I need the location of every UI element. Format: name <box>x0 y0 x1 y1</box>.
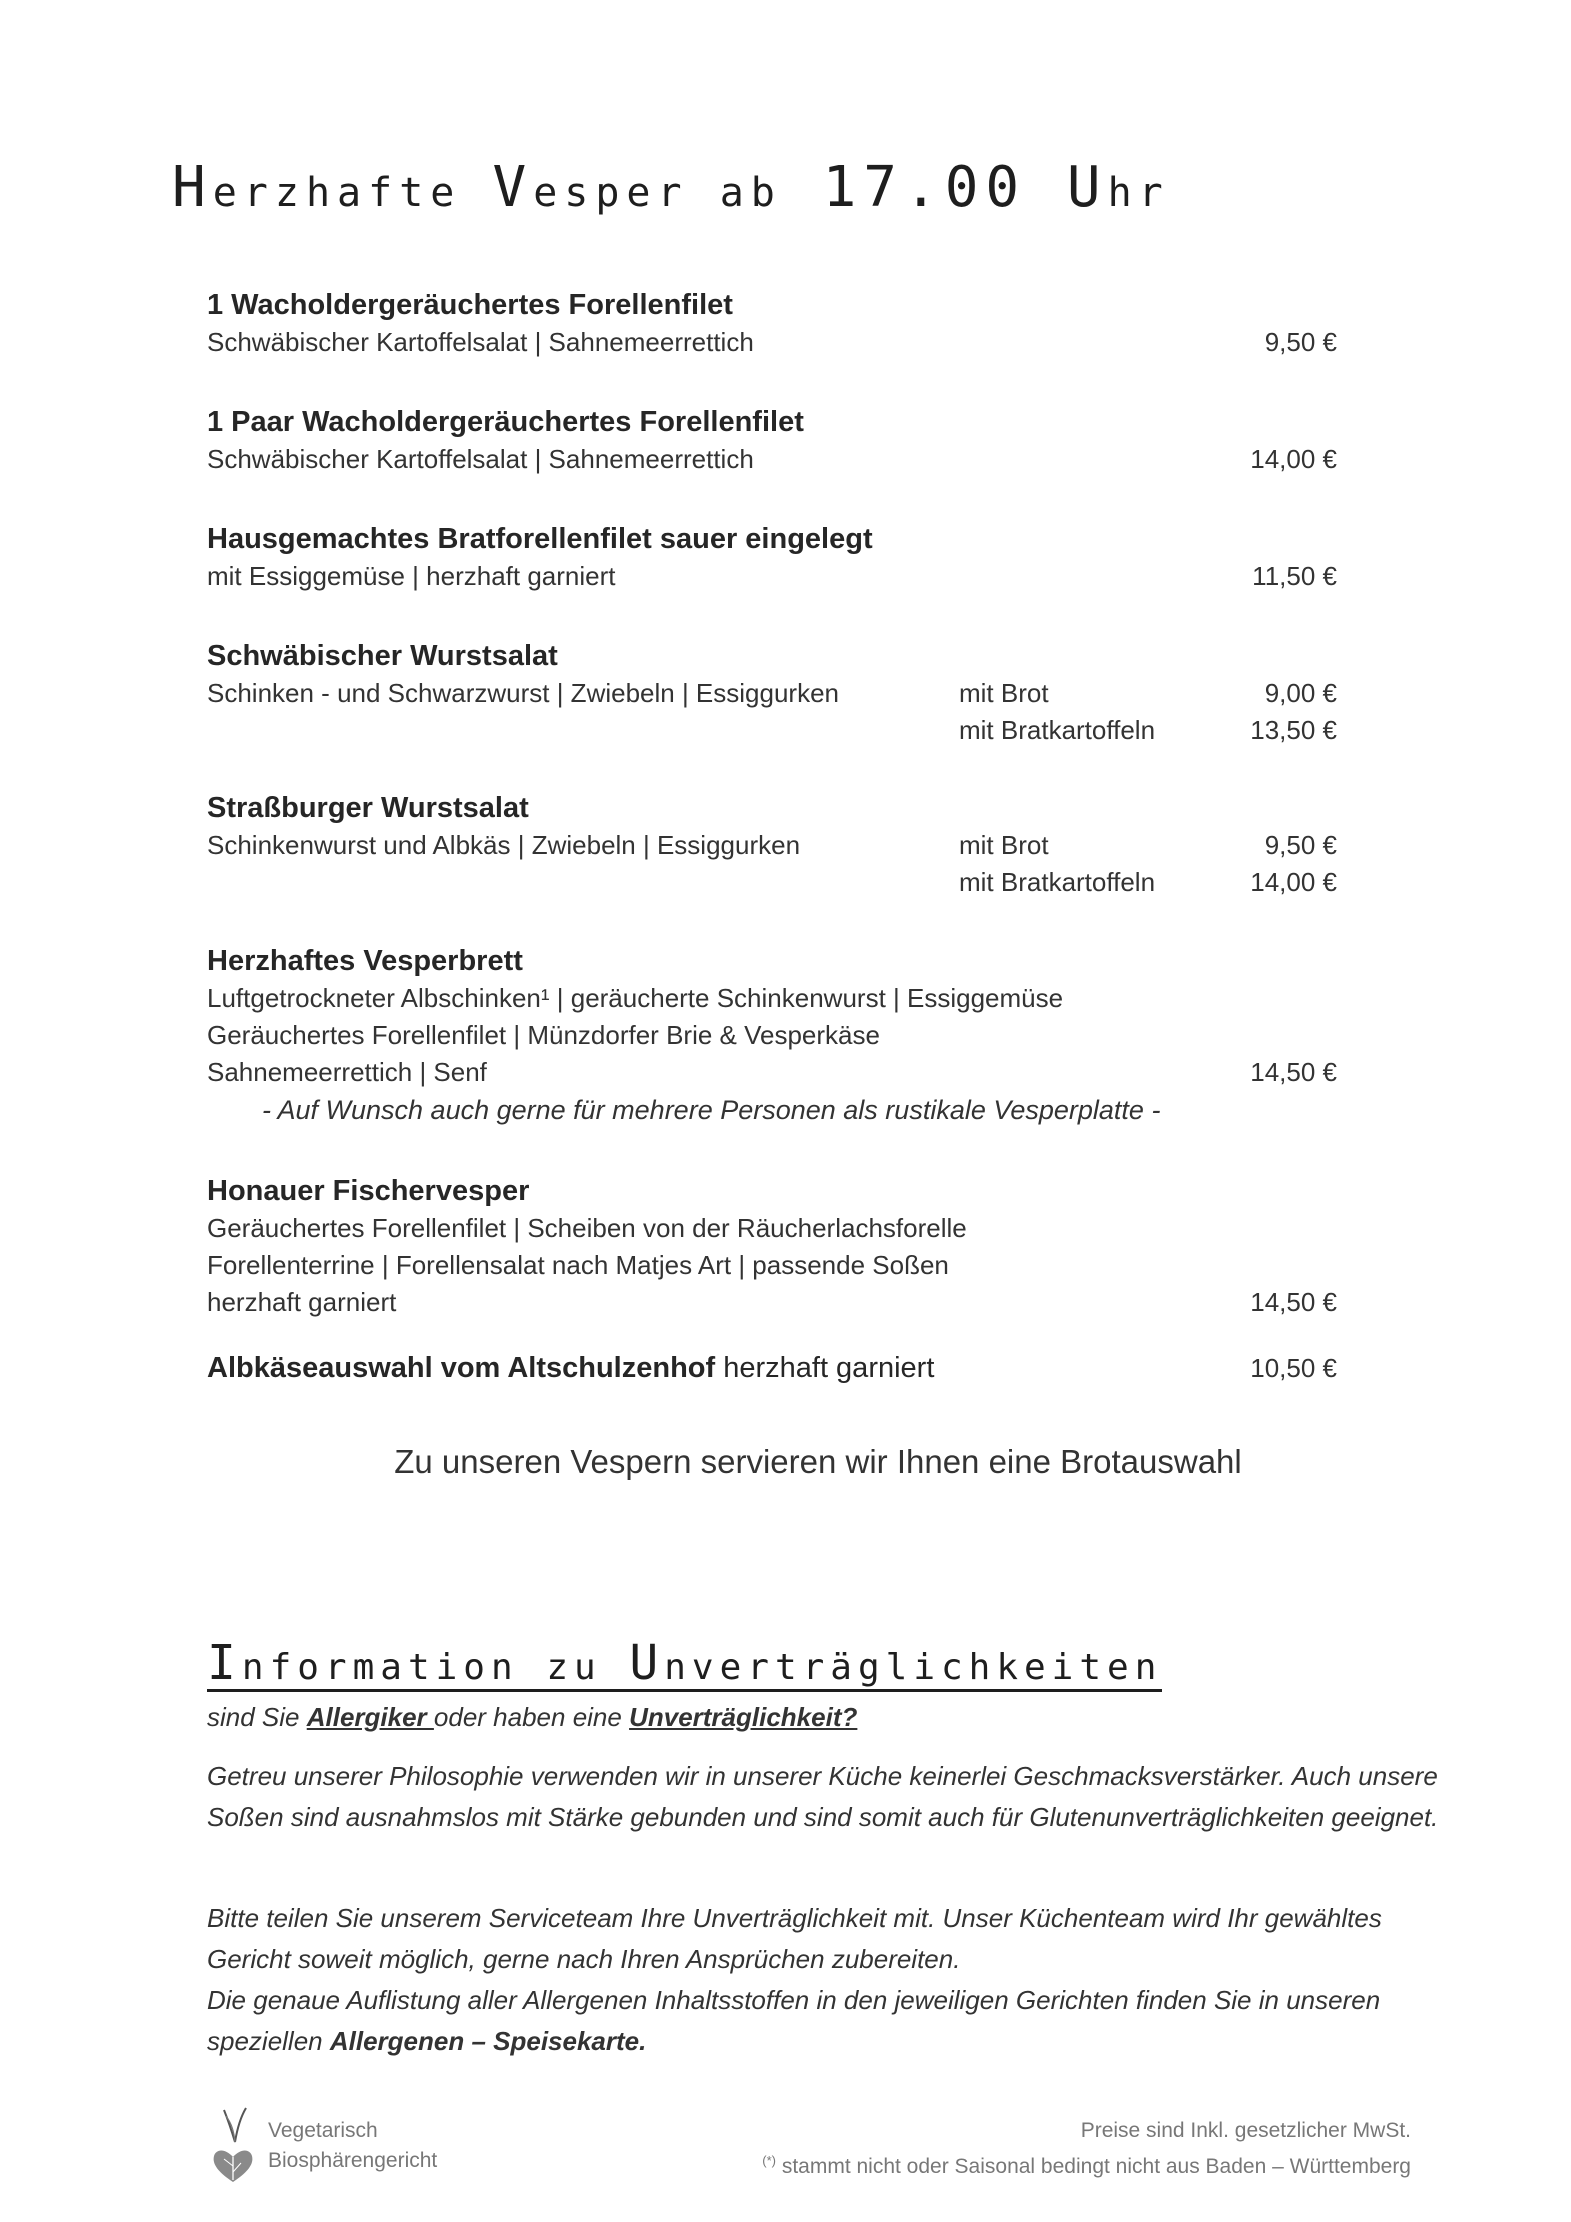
item-price: 9,50 € <box>1264 327 1337 357</box>
item-option: mit Bratkartoffeln <box>959 715 1156 745</box>
menu-item <box>207 520 1337 595</box>
info-paragraph-philosophy: Getreu unserer Philosophie verwenden wir in unserer Küche keinerlei Geschmacksverstärker. Auch unsere Soßen sind ausnahmslos mit Stärke gebunden und sind somit auch für Glutenunverträglichkeiten geeignet. <box>207 1761 1439 1832</box>
item-name: Schwäbischer Wurstsalat <box>207 640 558 672</box>
item-option: mit Brot <box>959 678 1049 708</box>
origin-note: (*) stammt nicht oder Saisonal bedingt nicht aus Baden – Württemberg <box>762 2153 1411 2178</box>
bread-note: Zu unseren Vespern servieren wir Ihnen eine Brotauswahl <box>394 1443 1242 1480</box>
item-name: Albkäseauswahl vom Altschulzenhof herzhaft garniert <box>207 1352 935 1384</box>
menu-item <box>207 403 1337 478</box>
item-price: 14,00 € <box>1250 444 1337 474</box>
item-name: 1 Wacholdergeräuchertes Forellenfilet <box>207 289 733 321</box>
item-description: Luftgetrockneter Albschinken¹ | geräucherte Schinkenwurst | Essiggemüse <box>207 983 1064 1013</box>
item-description: Schwäbischer Kartoffelsalat | Sahnemeerrettich 14,00 € <box>207 441 1337 478</box>
item-price: 14,50 € <box>1250 1057 1337 1087</box>
page-title: Herzhafte Vesper ab 17.00 Uhr <box>172 155 1170 220</box>
item-price: 14,00 € <box>1250 867 1337 897</box>
item-price: 13,50 € <box>1250 715 1337 745</box>
item-note: - Auf Wunsch auch gerne für mehrere Personen als rustikale Vesperplatte - <box>262 1095 1161 1125</box>
item-description: herzhaft garniert 14,50 € <box>207 1284 1337 1321</box>
item-price: 9,50 € <box>1264 830 1337 860</box>
legend-vegetarian: Vegetarisch <box>268 2119 378 2142</box>
item-price: 10,50 € <box>1250 1353 1337 1383</box>
item-option: mit Bratkartoffeln <box>959 867 1156 897</box>
item-name: Hausgemachtes Bratforellenfilet sauer eingelegt <box>207 523 873 555</box>
item-name: Herzhaftes Vesperbrett <box>207 945 523 977</box>
item-description: Geräuchertes Forellenfilet | Scheiben von der Räucherlachsforelle <box>207 1213 967 1243</box>
item-price: 14,50 € <box>1250 1287 1337 1317</box>
item-option: mit Brot <box>959 830 1049 860</box>
menu-item <box>207 286 1337 361</box>
item-description: Sahnemeerrettich | Senf 14,50 € <box>207 1054 1337 1091</box>
item-description: Schwäbischer Kartoffelsalat | Sahnemeerrettich 9,50 € <box>207 324 1337 361</box>
item-name: 1 Paar Wacholdergeräuchertes Forellenfilet <box>207 406 804 438</box>
item-description: Schinkenwurst und Albkäs | Zwiebeln | Essiggurken mit Brot 9,50 € <box>207 827 1337 864</box>
allergy-question: sind Sie Allergiker oder haben eine Unverträglichkeit? <box>207 1702 858 1732</box>
legend-biosphere: Biosphärengericht <box>268 2149 438 2172</box>
item-description: Schinken - und Schwarzwurst | Zwiebeln | Essiggurken mit Brot 9,00 € <box>207 675 1337 712</box>
item-description: Forellenterrine | Forellensalat nach Matjes Art | passende Soßen <box>207 1250 949 1280</box>
v-leaf-icon <box>218 2106 252 2146</box>
menu-item <box>207 789 1337 897</box>
info-heading: Information zu Unverträglichkeiten <box>207 1635 1163 1691</box>
item-name: Straßburger Wurstsalat <box>207 792 529 824</box>
info-paragraph-service: Bitte teilen Sie unserem Serviceteam Ihre Unverträglichkeit mit. Unser Küchenteam wird Ihr gewähltes Gericht soweit möglich, gerne nach Ihren Ansprüchen zubereiten. Die genaue Auflistung aller Allergenen Inhaltsstoffen in den jeweiligen Gerichten finden Sie in unseren speziellen Allergenen – Speisekarte. <box>207 1903 1382 2056</box>
heart-leaf-icon <box>210 2146 256 2184</box>
item-description: Geräuchertes Forellenfilet | Münzdorfer Brie & Vesperkäse <box>207 1020 880 1050</box>
item-description: mit Essiggemüse | herzhaft garniert 11,50 € <box>207 558 1337 595</box>
item-name: Honauer Fischervesper <box>207 1175 530 1207</box>
item-price: 11,50 € <box>1252 561 1337 591</box>
menu-item <box>207 1172 1337 1321</box>
footer-notes <box>762 2116 1411 2182</box>
menu-item <box>207 1349 1337 1387</box>
vat-note: Preise sind Inkl. gesetzlicher MwSt. <box>1080 2119 1411 2142</box>
item-price: 9,00 € <box>1264 678 1337 708</box>
menu-item <box>207 637 1337 745</box>
menu-item <box>207 942 1337 1129</box>
